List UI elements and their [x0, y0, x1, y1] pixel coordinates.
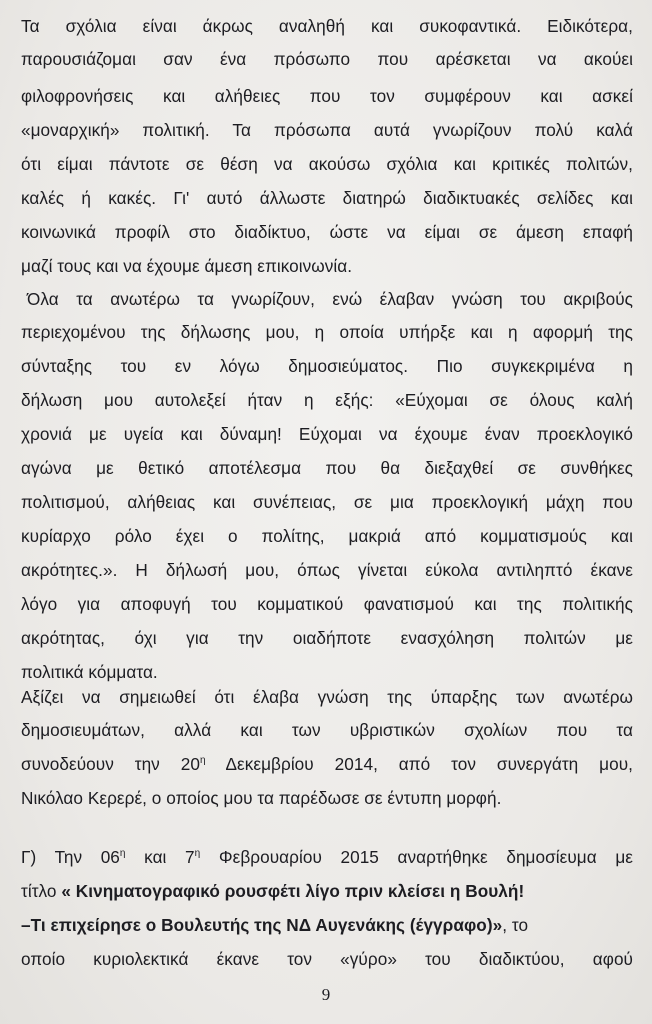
text-line: μαζί τους και να έχουμε άμεση επικοινωνία. — [21, 256, 353, 276]
text-line: Γ) Την $06^\eta$ και $7^\eta$ Φεβρουαρίου 2015 αναρτήθηκε δημοσίευμα με — [21, 847, 633, 867]
text-line: χρονιά με υγεία και δύναμη! Εύχομαι να έχουμε έναν προεκλογικό — [21, 424, 633, 444]
text-line: περιεχομένου της δήλωσης μου, η οποία υπήρξε και η αφορμή της — [21, 322, 633, 342]
text-line: αγώνα με θετικό αποτέλεσμα που θα διεξαχθεί σε συνθήκες — [21, 458, 633, 478]
text-line: Νικόλαο Κερερέ, ο οποίος μου τα παρέδωσε σε έντυπη μορφή. — [21, 788, 502, 808]
text-line: οποίο κυριολεκτικά έκανε τον «γύρο» του διαδικτύου, αφού — [21, 949, 633, 969]
text-line: Όλα τα ανωτέρω τα γνωρίζουν, ενώ έλαβαν γνώση του ακριβούς — [27, 289, 633, 309]
text-line: κοινωνικά προφίλ στο διαδίκτυο, ώστε να είμαι σε άμεση επαφή — [21, 222, 633, 242]
ordinal-suffix: η — [194, 848, 201, 859]
text-line: πολιτικά κόμματα. — [21, 662, 158, 682]
article-title-continued: –Τι επιχείρησε ο Βουλευτής της ΝΔ Αυγενάκης (έγγραφο)» — [21, 915, 503, 935]
text-line: ακρότητας, όχι για την οιαδήποτε ενασχόληση πολιτών με — [21, 628, 633, 648]
article-title: « Κινηματογραφικό ρουσφέτι λίγο πριν κλείσει η Βουλή! — [61, 881, 525, 901]
text-line: δημοσιευμάτων, αλλά και των υβριστικών σχολίων που τα — [21, 720, 633, 740]
text-line: ακρότητες.». Η δήλωσή μου, όπως γίνεται εύκολα αντιληπτό έκανε — [21, 560, 633, 580]
text-line: λόγο για αποφυγή του κομματικού φανατισμού και της πολιτικής — [21, 594, 633, 614]
page-number: 9 — [321, 985, 331, 1004]
text-line: κυρίαρχο ρόλο έχει ο πολίτης, μακριά από κομματισμούς και — [21, 526, 633, 546]
text-line: παρουσιάζομαι σαν ένα πρόσωπο που αρέσκεται να ακούει — [21, 49, 633, 69]
text-line: τίτλο « Κινηματογραφικό ρουσφέτι λίγο πριν κλείσει η Βουλή! — [21, 881, 525, 901]
text-line: πολιτισμού, αλήθειας και συνέπειας, σε μια προεκλογική μάχη που — [21, 492, 633, 512]
text-line: ότι είμαι πάντοτε σε θέση να ακούσω σχόλια και κριτικές πολιτών, — [21, 154, 633, 174]
ordinal-suffix: η — [199, 755, 206, 766]
text-line: σύνταξης του εν λόγω δημοσιεύματος. Πιο συγκεκριμένα η — [21, 356, 633, 376]
text-line: συνοδεύουν την $20^\eta$ Δεκεμβρίου 2014, από τον συνεργάτη μου, — [21, 754, 633, 774]
text-line: καλές ή κακές. Γι' αυτό άλλωστε διατηρώ διαδικτυακές σελίδες και — [21, 188, 633, 208]
text-line: Αξίζει να σημειωθεί ότι έλαβα γνώση της ύπαρξης των ανωτέρω — [21, 687, 633, 707]
text-line: –Τι επιχείρησε ο Βουλευτής της ΝΔ Αυγενάκης (έγγραφο)», το — [21, 915, 529, 935]
ordinal-suffix: η — [119, 848, 126, 859]
text-line: Τα σχόλια είναι άκρως αναληθή και συκοφαντικά. Ειδικότερα, — [21, 16, 633, 36]
text-line: φιλοφρονήσεις και αλήθειες που τον συμφέρουν και ασκεί — [21, 86, 633, 106]
text-line: δήλωση μου αυτολεξεί ήταν η εξής: «Εύχομαι σε όλους καλή — [21, 390, 633, 410]
text-line: «μοναρχική» πολιτική. Τα πρόσωπα αυτά γνωρίζουν πολύ καλά — [21, 120, 633, 140]
